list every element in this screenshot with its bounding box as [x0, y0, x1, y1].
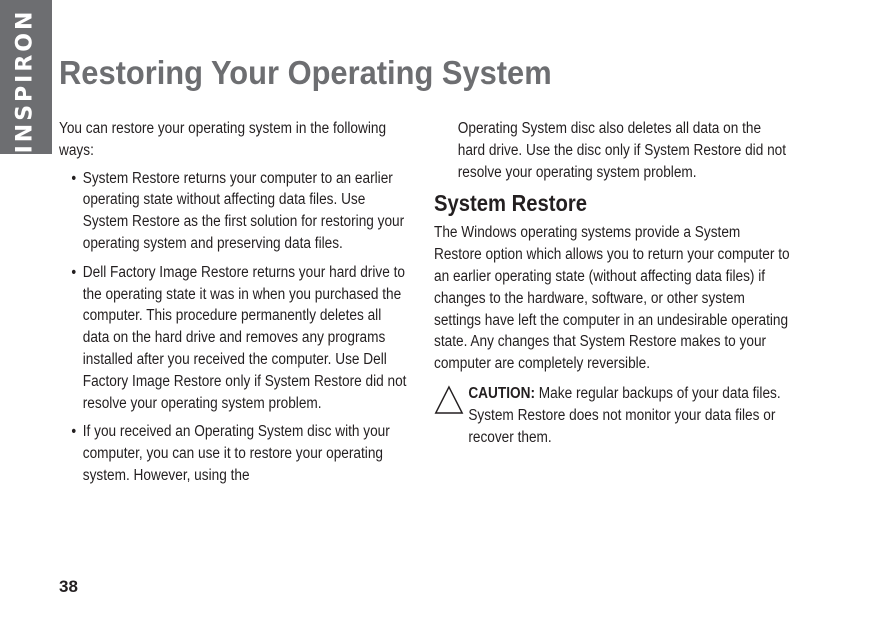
bullet-text-os-disc: If you received an Operating System disc with your computer, you can use it to restore your operating system. However, using the: [82, 423, 390, 484]
restore-methods-list: [59, 168, 411, 487]
bullet-marker: •: [71, 263, 77, 281]
caution-label: CAUTION:: [468, 384, 536, 402]
list-item: [59, 421, 411, 486]
page-number: 38: [59, 577, 78, 596]
bullet-text-system-restore: System Restore returns your computer to an earlier operating state without affecting data files. Use System Restore as the first solution for restoring your operating system and preserving data files.: [82, 169, 405, 252]
brand-label: INSPIRON: [12, 8, 38, 154]
bullet-marker: •: [71, 423, 77, 441]
bullet-text-factory-image-restore: Dell Factory Image Restore returns your hard drive to the operating state it was in when you purchased the computer. This procedure permanently deletes all data on the hard drive and removes any programs installed after you received the computer. Use Dell Factory Image Restore only if System Restore did not resolve your operating system problem.: [82, 263, 407, 412]
caution-note: [434, 383, 790, 448]
section-heading-system-restore: System Restore: [434, 190, 587, 217]
right-column: [434, 118, 790, 448]
bullet-marker: •: [71, 169, 77, 187]
page-title: Restoring Your Operating System: [59, 54, 552, 91]
system-restore-paragraph: The Windows operating systems provide a System Restore option which allows you to return your computer to an earlier operating state (without affecting data files) if changes to the hardware, software, or other system settings have left the computer in an undesirable operating state. Any changes that System Restore makes to your computer are completely reversible.: [434, 224, 790, 373]
intro-paragraph: You can restore your operating system in the following ways:: [59, 120, 387, 159]
brand-tab: [0, 0, 52, 154]
caution-text: Make regular backups of your data files. System Restore does not monitor your data files or recover them.: [468, 384, 781, 446]
list-item: [59, 262, 411, 415]
list-item: [59, 168, 411, 255]
warning-triangle-icon: [434, 385, 464, 415]
bullet-continuation: Operating System disc also deletes all data on the hard drive. Use the disc only if System Restore did not resolve your operating system problem.: [457, 120, 787, 181]
left-column: [59, 118, 411, 494]
